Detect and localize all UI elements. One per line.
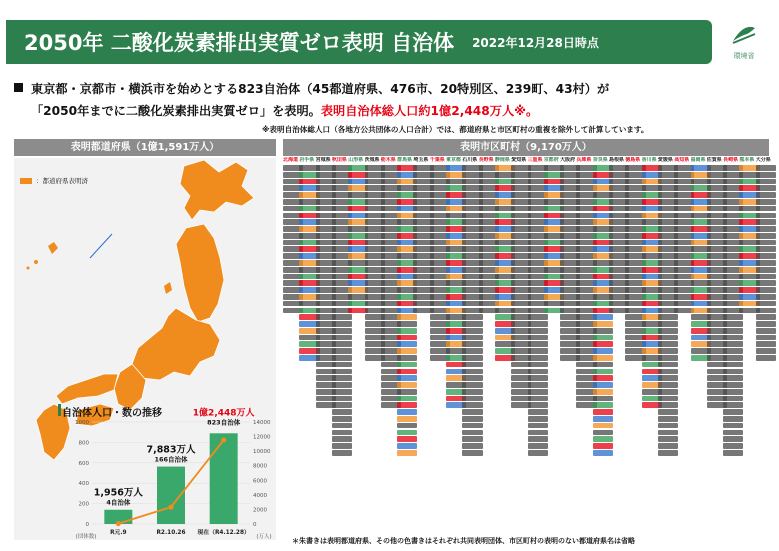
municipality-entry <box>332 402 352 408</box>
municipality-entry <box>723 389 743 395</box>
municipality-entry <box>593 321 613 327</box>
intro-text <box>14 78 769 122</box>
municipality-column-header: 長野県 <box>478 157 494 163</box>
chart-right-tick-label: 4000 <box>253 492 267 499</box>
municipality-entry <box>462 450 482 456</box>
municipality-entry <box>332 382 352 388</box>
municipality-entry <box>593 328 613 334</box>
municipality-entry <box>397 436 417 442</box>
municipality-entry <box>756 280 776 286</box>
municipality-entry <box>658 369 678 375</box>
municipality-entry <box>593 409 613 415</box>
municipality-entry <box>528 389 548 395</box>
municipality-entry <box>528 409 548 415</box>
municipality-entry <box>593 335 613 341</box>
municipality-column-header: 長崎県 <box>723 157 739 163</box>
municipality-entry <box>462 369 482 375</box>
municipality-entry <box>332 409 352 415</box>
municipality-column-header: 福岡県 <box>690 157 706 163</box>
municipality-entry <box>723 396 743 402</box>
municipality-entry <box>528 369 548 375</box>
municipality-entry <box>332 341 352 347</box>
chart-title: 自治体人口・数の推移 <box>62 408 162 419</box>
chart-bar-value-label: 1億2,448万人 <box>192 408 255 419</box>
chart-right-tick-label: 8000 <box>253 463 267 470</box>
municipality-entry <box>397 443 417 449</box>
municipality-entry <box>723 348 743 354</box>
municipality-entry <box>756 179 776 185</box>
municipality-entry <box>462 409 482 415</box>
municipality-entry <box>332 321 352 327</box>
municipality-column-header: 島根県 <box>609 157 625 163</box>
municipality-entry <box>528 355 548 361</box>
municipality-entry <box>528 430 548 436</box>
prefecture-section-header: 表明都道府県（1億1,591万人） <box>14 139 276 156</box>
municipality-entry <box>593 382 613 388</box>
chart-count-point <box>168 504 173 509</box>
municipality-entry <box>723 335 743 341</box>
municipality-entry <box>756 341 776 347</box>
municipality-entry <box>462 436 482 442</box>
municipality-entry <box>332 416 352 422</box>
municipality-entry <box>462 416 482 422</box>
chart-left-axis-unit: (団体数) <box>75 534 97 540</box>
municipality-entry <box>756 335 776 341</box>
page-title: 2050年 二酸化炭素排出実質ゼロ表明 自治体 <box>24 31 455 55</box>
municipality-entry <box>332 362 352 368</box>
municipality-entry <box>723 321 743 327</box>
population-note: ※表明自治体総人口（各地方公共団体の人口合計）では、都道府県と市区町村の重複を除外して計算しています。 <box>262 125 649 134</box>
municipality-entry <box>756 348 776 354</box>
municipality-entry <box>397 314 417 320</box>
municipality-entry <box>723 314 743 320</box>
municipality-entry <box>756 274 776 280</box>
chart-left-tick-label: 600 <box>78 460 89 467</box>
municipality-column-header: 京都府 <box>543 157 559 163</box>
chart-right-tick-label: 12000 <box>253 434 271 441</box>
municipality-entry <box>756 328 776 334</box>
municipality-entry <box>658 436 678 442</box>
municipality-entry <box>658 416 678 422</box>
municipality-entry <box>332 328 352 334</box>
municipality-section-header: 表明市区町村（9,170万人） <box>283 139 769 156</box>
municipality-entry <box>593 362 613 368</box>
chart-right-axis-unit: (万人) <box>256 534 272 540</box>
municipality-column-header: 大分県 <box>755 157 771 163</box>
municipality-entry <box>528 382 548 388</box>
municipality-entry <box>528 402 548 408</box>
municipality-entry <box>528 314 548 320</box>
municipality-entry <box>658 396 678 402</box>
municipality-entry <box>462 314 482 320</box>
chart-count-value-label: 4自治体 <box>106 498 131 507</box>
municipality-entry <box>723 443 743 449</box>
municipality-column-header: 群馬県 <box>397 157 413 163</box>
municipality-entry <box>756 165 776 171</box>
municipality-entry <box>528 443 548 449</box>
municipality-entry <box>756 199 776 205</box>
municipality-entry <box>756 355 776 361</box>
municipality-entry <box>593 375 613 381</box>
municipality-entry <box>332 348 352 354</box>
municipality-entry <box>528 396 548 402</box>
municipality-entry <box>658 443 678 449</box>
municipality-entry <box>528 375 548 381</box>
map-inset-divider <box>90 234 112 258</box>
municipality-entry <box>397 355 417 361</box>
map-okinawa <box>48 242 58 254</box>
municipality-entry <box>528 328 548 334</box>
municipality-entry <box>593 430 613 436</box>
municipality-entry <box>593 402 613 408</box>
municipality-entry <box>397 389 417 395</box>
municipality-column-header: 香川県 <box>641 157 657 163</box>
municipality-entry <box>397 369 417 375</box>
municipality-entry <box>462 382 482 388</box>
municipality-entry <box>332 314 352 320</box>
municipality-entry <box>332 375 352 381</box>
intro-line-2b: 表明自治体総人口約1億2,448万人※。 <box>320 104 539 118</box>
municipality-column-header: 岩手県 <box>299 157 315 163</box>
chart-count-value-label: 166自治体 <box>154 455 188 464</box>
municipality-column-header: 熊本県 <box>739 157 755 163</box>
chart-bar-value-label: 1,956万人 <box>93 487 143 499</box>
date-stamp: 2022年12月28日時点 <box>472 35 599 50</box>
municipality-entry <box>593 443 613 449</box>
municipality-entry <box>462 396 482 402</box>
municipality-entry <box>658 389 678 395</box>
municipality-entry <box>593 369 613 375</box>
intro-line-1: 東京都・京都市・横浜市を始めとする823自治体（45都道府県、476市、20特別区、239町、43村）が <box>31 82 610 96</box>
municipality-entry <box>756 240 776 246</box>
municipality-entry <box>397 396 417 402</box>
municipality-entry <box>332 423 352 429</box>
municipality-entry <box>658 341 678 347</box>
municipality-entry <box>723 409 743 415</box>
municipality-entry <box>723 369 743 375</box>
municipality-column <box>756 157 779 361</box>
municipality-entry <box>462 335 482 341</box>
population-chart <box>60 398 280 546</box>
municipality-column-header: 高知県 <box>674 157 690 163</box>
municipality-entry <box>397 362 417 368</box>
municipality-entry <box>462 362 482 368</box>
municipality-entry <box>756 213 776 219</box>
municipality-entry <box>756 321 776 327</box>
municipality-entry <box>593 416 613 422</box>
intro-line-2a: 「2050年までに二酸化炭素排出実質ゼロ」を表明。 <box>31 104 321 118</box>
municipality-entry <box>528 341 548 347</box>
municipality-entry <box>723 362 743 368</box>
municipality-entry <box>332 335 352 341</box>
municipality-entry <box>528 450 548 456</box>
municipality-column-header: 三重県 <box>527 157 543 163</box>
municipality-entry <box>658 402 678 408</box>
municipality-column-header: 兵庫県 <box>576 157 592 163</box>
municipality-entry <box>723 328 743 334</box>
municipality-entry <box>332 369 352 375</box>
municipality-entry <box>332 450 352 456</box>
municipality-entry <box>658 321 678 327</box>
bullet-square-icon <box>14 83 23 92</box>
chart-right-tick-label: 14000 <box>253 420 271 426</box>
chart-left-tick-label: 0 <box>85 522 89 528</box>
municipality-column-header: 埼玉県 <box>413 157 429 163</box>
municipality-entry <box>658 314 678 320</box>
logo-text: 環境省 <box>733 52 755 60</box>
chart-bar <box>210 433 238 524</box>
municipality-entry <box>397 423 417 429</box>
municipality-entry <box>756 260 776 266</box>
municipality-entry <box>397 402 417 408</box>
municipality-entry <box>462 341 482 347</box>
municipality-column-header: 石川県 <box>462 157 478 163</box>
municipality-entry <box>756 206 776 212</box>
municipality-entry <box>723 436 743 442</box>
municipality-entry <box>332 430 352 436</box>
leaf-logo-icon <box>730 22 758 46</box>
chart-right-tick-label: 0 <box>253 522 257 528</box>
municipality-entry <box>658 355 678 361</box>
municipality-column-header: 佐賀県 <box>706 157 722 163</box>
municipality-entry <box>756 172 776 178</box>
chart-count-point <box>116 521 121 526</box>
chart-left-tick-label: 1000 <box>75 420 89 426</box>
municipality-entry <box>593 355 613 361</box>
municipality-entry <box>462 375 482 381</box>
map-hokkaido <box>180 160 254 220</box>
municipality-entry <box>397 328 417 334</box>
municipality-entry <box>723 423 743 429</box>
title-banner <box>6 20 712 64</box>
municipality-entry <box>332 355 352 361</box>
municipality-entry <box>723 416 743 422</box>
municipality-entry <box>462 430 482 436</box>
municipality-entry <box>397 382 417 388</box>
chart-count-value-label: 823自治体 <box>207 418 241 427</box>
municipality-entry <box>397 375 417 381</box>
municipality-column-header: 大阪府 <box>560 157 576 163</box>
municipality-entry <box>756 219 776 225</box>
legend-label: ：都道府県表明済 <box>36 177 88 185</box>
municipality-entry <box>528 436 548 442</box>
municipality-entry <box>756 314 776 320</box>
chart-left-tick-label: 800 <box>78 440 89 447</box>
map-okinawa-islet <box>27 267 30 270</box>
municipality-entry <box>593 314 613 320</box>
municipality-entry <box>528 321 548 327</box>
municipality-entry <box>593 423 613 429</box>
municipality-entry <box>658 348 678 354</box>
municipality-entry <box>397 450 417 456</box>
map-okinawa-islet <box>34 260 38 264</box>
municipality-column-header: 愛知県 <box>511 157 527 163</box>
municipality-entry <box>332 389 352 395</box>
municipality-entry <box>593 341 613 347</box>
municipality-entry <box>658 450 678 456</box>
municipality-list <box>283 157 773 527</box>
municipality-entry <box>756 253 776 259</box>
municipality-column-header: 栃木県 <box>380 157 396 163</box>
footnote: ＊朱書きは表明都道府県、その他の色書きはそれぞれ共同表明団体、市区町村の表明のない都道府県名は省略 <box>292 537 635 545</box>
municipality-entry <box>658 409 678 415</box>
municipality-entry <box>528 423 548 429</box>
municipality-entry <box>332 396 352 402</box>
municipality-entry <box>462 423 482 429</box>
municipality-entry <box>397 341 417 347</box>
municipality-entry <box>723 382 743 388</box>
municipality-entry <box>332 436 352 442</box>
municipality-entry <box>723 430 743 436</box>
municipality-column-header: 千葉県 <box>429 157 445 163</box>
municipality-entry <box>658 362 678 368</box>
municipality-column-header: 秋田県 <box>331 157 347 163</box>
municipality-entry <box>332 443 352 449</box>
municipality-entry <box>756 301 776 307</box>
municipality-entry <box>462 328 482 334</box>
municipality-entry <box>462 355 482 361</box>
municipality-entry <box>593 396 613 402</box>
municipality-entry <box>462 321 482 327</box>
municipality-column-header: 奈良県 <box>592 157 608 163</box>
municipality-entry <box>462 402 482 408</box>
municipality-entry <box>658 423 678 429</box>
municipality-column-header: 北海道 <box>283 157 299 163</box>
municipality-entry <box>593 348 613 354</box>
chart-category-label: R元.9 <box>110 530 127 536</box>
municipality-entry <box>723 341 743 347</box>
municipality-entry <box>723 375 743 381</box>
municipality-entry <box>462 443 482 449</box>
municipality-entry <box>528 348 548 354</box>
municipality-entry <box>397 409 417 415</box>
municipality-entry <box>593 436 613 442</box>
municipality-column-header: 東京都 <box>446 157 462 163</box>
municipality-entry <box>756 294 776 300</box>
municipality-entry <box>462 389 482 395</box>
municipality-entry <box>756 287 776 293</box>
chart-right-tick-label: 10000 <box>253 449 271 456</box>
chart-category-label: 現在（R4.12.28） <box>197 530 250 536</box>
municipality-column-header: 茨城県 <box>364 157 380 163</box>
municipality-entry <box>658 375 678 381</box>
chart-left-tick-label: 400 <box>78 481 89 488</box>
municipality-entry <box>658 335 678 341</box>
municipality-entry <box>528 416 548 422</box>
municipality-column-header: 静岡県 <box>494 157 510 163</box>
municipality-entry <box>528 335 548 341</box>
municipality-entry <box>723 402 743 408</box>
municipality-entry <box>593 450 613 456</box>
chart-bar-value-label: 7,883万人 <box>146 444 196 456</box>
municipality-entry <box>756 233 776 239</box>
municipality-entry <box>723 450 743 456</box>
municipality-entry <box>756 185 776 191</box>
municipality-column-header: 山形県 <box>348 157 364 163</box>
chart-left-tick-label: 200 <box>78 501 89 508</box>
municipality-entry <box>756 226 776 232</box>
municipality-entry <box>658 382 678 388</box>
municipality-entry <box>397 430 417 436</box>
chart-category-label: R2.10.26 <box>156 530 186 536</box>
chart-right-tick-label: 6000 <box>253 478 267 485</box>
municipality-column-header: 愛媛県 <box>657 157 673 163</box>
municipality-entry <box>756 246 776 252</box>
municipality-entry <box>397 321 417 327</box>
municipality-column-header: 宮城県 <box>315 157 331 163</box>
chart-count-point <box>221 437 226 442</box>
municipality-entry <box>723 355 743 361</box>
municipality-entry <box>397 335 417 341</box>
municipality-entry <box>658 328 678 334</box>
map-tohoku <box>176 224 224 322</box>
municipality-entry <box>658 430 678 436</box>
municipality-entry <box>528 362 548 368</box>
map-sado <box>164 282 172 294</box>
municipality-entry <box>397 416 417 422</box>
municipality-entry <box>756 267 776 273</box>
municipality-entry <box>462 348 482 354</box>
chart-right-tick-label: 2000 <box>253 507 267 514</box>
municipality-column-header: 徳島県 <box>625 157 641 163</box>
ministry-logo <box>724 22 764 62</box>
municipality-entry <box>756 192 776 198</box>
municipality-entry <box>756 308 776 314</box>
municipality-entry <box>593 389 613 395</box>
municipality-entry <box>397 348 417 354</box>
